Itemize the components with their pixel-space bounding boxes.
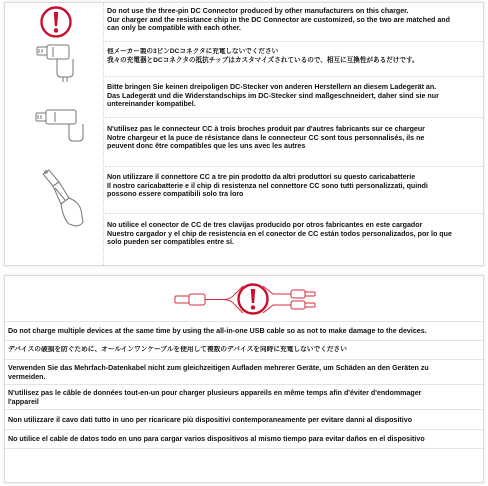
text-line: 我々の充電器とDCコネクタの抵抗チップはカスタマイズされているので、相互に互換性があるだけです。: [107, 56, 419, 64]
paragraph-ja: [107, 48, 479, 65]
text-line: Verwenden Sie das Mehrfach-Datenkabel nicht zum gleichzeitigen Aufladen mehrerer Geräte, um Schäden an den Geräten zu: [8, 364, 429, 372]
text-line: Notre chargeur et la puce de résistance dans le connecteur CC sont tous personnalisés, ils ne: [107, 133, 425, 142]
row-divider: [5, 359, 483, 360]
warning-it: [5, 416, 483, 425]
row-divider: [105, 166, 483, 167]
row-divider: [105, 41, 483, 42]
all-in-one-usb-cable-icon: [173, 282, 333, 316]
row-divider: [5, 429, 483, 430]
l-shaped-dc-plug-icon: [35, 103, 85, 145]
text-line: デバイスの破損を防ぐために、オールインワンケーブルを使用して複数のデバイスを同時に充電しないでください: [8, 346, 347, 353]
text-line: Bitte bringen Sie keinen dreipoligen DC-Stecker von anderen Herstellern an diesem Ladegerät an.: [107, 83, 437, 91]
text-line: N'utilisez pas le câble de données tout-en-un pour charger plusieurs appareils en même temps afin d'éviter d'endommager: [8, 389, 422, 397]
text-line: Our charger and the resistance chip in the DC Connector are customized, so the two are matched and: [107, 15, 450, 24]
text-line: Do not charge multiple devices at the same time by using the all-in-one USB cable so as not to make damage to the devices.: [8, 327, 427, 335]
warning-es: [5, 435, 483, 444]
warning-ja: [5, 346, 483, 355]
paragraph-es: [107, 221, 479, 247]
row-divider: [5, 448, 483, 449]
text-line: No utilice el cable de datos todo en uno para cargar varios dispositivos al mismo tiempo para evitar daños en el dispositivo: [8, 435, 425, 443]
text-line: untereinander kompatibel.: [107, 100, 196, 109]
paragraph-it: [107, 173, 479, 199]
text-line: Non utilizzare il connettore CC a tre pin prodotto da altri produttori su questo caricabatterie: [107, 173, 416, 181]
text-line: solo pueden ser compatibles entre sí.: [107, 238, 234, 247]
text-line: N'utilisez pas le connecteur CC à trois broches produit par d'autres fabricants sur ce chargeur: [107, 125, 425, 133]
paragraph-fr: [107, 125, 479, 151]
text-line: l'appareil: [8, 397, 39, 406]
warning-fr: [5, 389, 483, 406]
text-line: Non utilizzare il cavo dati tutto in uno per ricaricare più dispositivi contemporaneamente per evitare danni al dispositivo: [8, 416, 413, 424]
text-line: possono essere compatibili solo tra loro: [107, 190, 244, 199]
text-line: peuvent donc être compatibles que les uns avec les autres: [107, 142, 306, 151]
text-line: Nuestro cargador y el chip de resistencia en el conector de CC están todos personalizados, por lo que: [107, 229, 452, 238]
warning-en: [5, 327, 483, 336]
text-line: Il nostro caricabatterie e il chip di resistenza nel connettore CC sono tutti personalizzati, quindi: [107, 181, 428, 190]
row-divider: [5, 340, 483, 341]
text-line: Das Ladegerät und die Widerstandschips im DC-Stecker sind maßgeschneidert, daher sind sie nur: [107, 91, 439, 100]
row-divider: [5, 409, 483, 410]
exclamation-warning-icon: [39, 5, 73, 39]
text-line: vermeiden.: [8, 372, 46, 381]
row-divider: [105, 76, 483, 77]
right-angle-dc-plug-icon: [35, 43, 81, 83]
text-line: 他メーカー製の3ピンDCコネクタに充電しないでください: [107, 48, 279, 55]
usb-cable-warning-card: [4, 275, 484, 483]
row-divider: [105, 117, 483, 118]
text-line: No utilice el conector de CC de tres clavijas producido por otros fabricantes en este cargador: [107, 221, 423, 229]
text-line: Do not use the three-pin DC Connector produced by other manufacturers on this charger.: [107, 7, 409, 15]
dc-connector-warning-card: [4, 2, 484, 266]
row-divider: [105, 213, 483, 214]
warning-de: [5, 364, 483, 381]
row-divider: [5, 384, 483, 385]
paragraph-en: [107, 7, 479, 33]
paragraph-de: [107, 83, 479, 109]
row-divider: [5, 321, 483, 322]
angled-dc-plug-icon: [35, 168, 87, 228]
text-line: can only be compatible with each other.: [107, 24, 242, 33]
